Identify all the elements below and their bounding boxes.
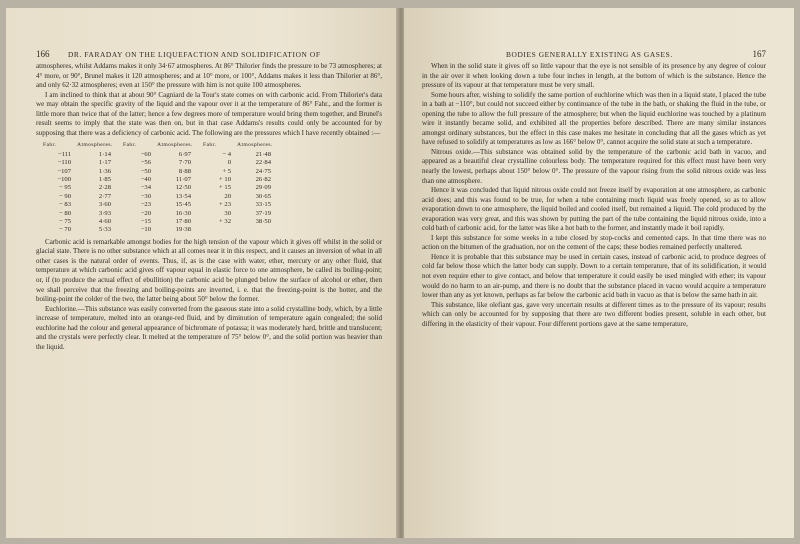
table-row xyxy=(40,184,280,192)
atmospheres-cell: 1·36 xyxy=(98,167,111,175)
temperature-cell: − 90 xyxy=(59,192,71,200)
atmospheres-cell: 17·80 xyxy=(175,218,191,226)
atmospheres-cell: 16·30 xyxy=(175,209,191,217)
right-page-number: 167 xyxy=(752,49,766,59)
table-row xyxy=(40,168,280,176)
atmospheres-cell: 3·60 xyxy=(98,201,111,209)
temperature-cell: −111 xyxy=(57,150,71,158)
temperature-cell: 30 xyxy=(224,209,231,217)
paragraph: I kept this substance for some weeks in a tube closed by stop-cocks and cemented caps. In that time there was no action on the bitumen of the graduation, nor on the cement of the caps; these bodies remained perfectly unaltered. xyxy=(422,233,766,252)
left-body-text xyxy=(36,62,382,352)
temperature-cell: −34 xyxy=(140,184,151,192)
table-header-row xyxy=(40,141,280,150)
temperature-cell: −60 xyxy=(140,150,151,158)
temperature-cell: −10 xyxy=(140,226,151,234)
table-header: Fahr. xyxy=(123,142,137,149)
atmospheres-cell: 24·75 xyxy=(255,167,271,175)
atmospheres-cell: 37·19 xyxy=(255,209,271,217)
atmospheres-cell: 38·50 xyxy=(255,218,271,226)
table-row xyxy=(40,176,280,184)
temperature-cell: + 5 xyxy=(222,167,231,175)
table-header: Fahr. xyxy=(43,142,57,149)
paragraph: When in the solid state it gives off so little vapour that the eye is not sensible of its presence by any degree of colour in the air over it when looking down a tube four inches in length, at the bottom of which is the substance. Hence the pressure of its vapour at that temperature must be very small. xyxy=(422,62,766,90)
atmospheres-cell: 6·97 xyxy=(178,150,191,158)
atmospheres-cell: 3·93 xyxy=(98,209,111,217)
atmospheres-cell: 12·50 xyxy=(175,184,191,192)
paragraph: Hence it was concluded that liquid nitrous oxide could not freeze itself by evaporation at one atmosphere, as carbonic acid does; and this was found to be true, for when a tube containing much liquid was freely opened, so as to allow evaporation down to one atmosphere, the liquid boiled and cooled itself, but remained a liquid. The cold produced by the evaporation was very great, and this was shown by putting the part of the tube containing the liquid nitrous oxide, into a cold bath of carbonic acid, for the latter was like a hot bath to the former, and instantly made it boil rapidly. xyxy=(422,186,766,233)
right-page xyxy=(404,8,794,538)
atmospheres-cell: 1·14 xyxy=(98,150,111,158)
atmospheres-cell: 11·07 xyxy=(175,176,191,183)
atmospheres-cell: 13·54 xyxy=(175,192,191,200)
temperature-cell xyxy=(200,226,234,234)
temperature-cell: − 80 xyxy=(59,209,71,217)
temperature-cell: −50 xyxy=(140,167,151,175)
atmospheres-cell: 2·28 xyxy=(98,184,111,192)
atmospheres-cell: 19·38 xyxy=(175,226,191,234)
paragraph: Carbonic acid is remarkable amongst bodies for the high tension of the vapour which it gives off whilst in the solid or glacial state. There is no other substance which at all comes near it in this respect, and it causes an inversion of what in all other cases is the natural order of events. Thus, if, as is the case with water, ether, mercury or any other fluid, that temperature at which carbonic acid gives off vapour equal in elastic force to one atmosphere, be called its boiling-point; or, if (to produce the actual effect of ebullition) the carbonic acid be plunged below the surface of alcohol or ether, then we shall perceive that the freezing and boiling-points are inverted, i. e. that the freezing-point is the hotter, and the boiling-point the colder of the two, the latter being about 50° below the former. xyxy=(36,237,382,304)
atmospheres-cell: 30·65 xyxy=(255,192,271,200)
temperature-cell: −30 xyxy=(140,192,151,200)
table-header: Atmospheres. xyxy=(77,142,113,149)
temperature-cell: − 70 xyxy=(59,226,71,234)
temperature-cell: 20 xyxy=(224,192,231,200)
table-header: Atmospheres. xyxy=(237,142,273,149)
left-page xyxy=(6,8,398,538)
atmospheres-cell: 21·48 xyxy=(255,150,271,158)
table-row xyxy=(40,210,280,218)
atmospheres-cell: 1·85 xyxy=(98,176,111,183)
temperature-cell: + 10 xyxy=(219,176,231,183)
atmospheres-cell: 4·60 xyxy=(98,218,111,226)
paragraph: atmospheres, whilst Addams makes it only 34·67 atmospheres. At 86° Thilorier finds the pressure to be 73 atmospheres; at 4° more, or 90°, Brunel makes it 120 atmospheres; and at 10° more, or 100°, Addams makes it less than Thilorier at 86°, and only 62·32 atmospheres; even at 150° the pressure with him is not quite 100 atmospheres. xyxy=(36,62,382,90)
table-row xyxy=(40,218,280,226)
pressure-table xyxy=(40,141,280,234)
table-body xyxy=(40,151,280,235)
atmospheres-cell: 5·33 xyxy=(98,226,111,234)
temperature-cell: −23 xyxy=(140,201,151,209)
paragraph: Nitrous oxide.—This substance was obtained solid by the temperature of the carbonic acid bath in vacuo, and appeared as a beautiful clear crystalline colourless body. The temperature required for this effect must have been very nearly the lowest, perhaps about 150° below 0°. The pressure of the vapour rising from the solid nitrous oxide was less than one atmosphere. xyxy=(422,147,766,185)
table-row xyxy=(40,193,280,201)
temperature-cell: −107 xyxy=(57,167,71,175)
paragraph: This substance, like olefiant gas, gave very uncertain results at different times as to the pressure of its vapour; results which can only be accounted for by supposing that there are two different bodies present, soluble in each other, but differing in the elasticity of their vapour. Four different portions gave at the same temperature, xyxy=(422,300,766,328)
right-body-text xyxy=(422,62,766,329)
left-page-number: 166 xyxy=(36,49,50,59)
temperature-cell: −100 xyxy=(57,176,71,183)
table-row xyxy=(40,151,280,159)
atmospheres-cell xyxy=(234,226,280,234)
temperature-cell: −15 xyxy=(140,218,151,226)
atmospheres-cell: 7·70 xyxy=(178,159,191,167)
table-header: Atmospheres. xyxy=(157,142,193,149)
temperature-cell: −56 xyxy=(140,159,151,167)
temperature-cell: −20 xyxy=(140,209,151,217)
paragraph: Euchlorine.—This substance was easily converted from the gaseous state into a solid crystalline body, which, by a little increase of temperature, melted into an orange-red fluid, and by diminution of temperature again congealed; the solid euchlorine had the colour and general appearance of bichromate of potassa; it was moderately hard, brittle and translucent; and the crystals were perfectly clear. It melted at the temperature of 75° below 0°, and the solid portion was heavier than the liquid. xyxy=(36,304,382,351)
left-running-title: DR. FARADAY ON THE LIQUEFACTION AND SOLIDIFICATION OF xyxy=(68,50,321,59)
temperature-cell: + 32 xyxy=(219,218,231,226)
temperature-cell: + 15 xyxy=(219,184,231,192)
temperature-cell: −110 xyxy=(57,159,71,167)
atmospheres-cell: 29·09 xyxy=(255,184,271,192)
atmospheres-cell: 15·45 xyxy=(175,201,191,209)
paragraph: Some hours after, wishing to solidify the same portion of euchlorine which was then in a liquid state, I placed the tube in a bath at −110°, but could not succeed either by continuance of the tube in the bath, or shaking the fluid in the tube, or opening the tube to allow the full pressure of the atmosphere; but when the liquid euchlorine was touched by a platinum wire it instantly became solid, and exhibited all the properties before described. There are many similar instances amongst ordinary substances, but the effect in this case makes me hesitate in concluding that all the gases which as yet have refused to solidify at temperatures as low as 166° below 0°, cannot acquire the solid state at such a temperature. xyxy=(422,90,766,147)
temperature-cell: + 23 xyxy=(219,201,231,209)
table-row xyxy=(40,159,280,167)
paragraph: Hence it is probable that this substance may be used in certain cases, instead of carbonic acid, to produce degrees of cold far below those which the latter body can supply. Down to a certain temperature, that of its solidification, it would not even require ether to give contact, and below that temperature it could easily be used mingled with ether; its vapour would do no harm to an air-pump, and there is no doubt that the substance placed in vacuo would acquire a temperature lower than any as yet known, perhaps as far below the carbonic acid bath in vacuo as that is below the same bath in air. xyxy=(422,252,766,300)
atmospheres-cell: 1·17 xyxy=(98,159,111,167)
table-row xyxy=(40,226,280,234)
paragraph: I am inclined to think that at about 90° Cagniard de la Tour's state comes on with carbonic acid. From Thilorier's data we may obtain the specific gravity of the liquid and the vapour over it at the temperature of 86° Fahr., and the former is little more than twice that of the latter; hence a few degrees more of temperature would bring them together, and Brunel's result seems to imply that the state was then on, but in that case Addams's results could only be accounted for by supposing that there was a deficiency of carbonic acid. The following are the pressures which I have recently obtained :— xyxy=(36,90,382,137)
atmospheres-cell: 8·88 xyxy=(178,167,191,175)
atmospheres-cell: 33·15 xyxy=(255,201,271,209)
temperature-cell: − 4 xyxy=(222,150,231,158)
table-row xyxy=(40,201,280,209)
temperature-cell: − 75 xyxy=(59,218,71,226)
atmospheres-cell: 2·77 xyxy=(98,192,111,200)
temperature-cell: − 83 xyxy=(59,201,71,209)
temperature-cell: 0 xyxy=(227,159,231,167)
temperature-cell: −40 xyxy=(140,176,151,183)
right-running-title: BODIES GENERALLY EXISTING AS GASES. xyxy=(506,50,673,59)
atmospheres-cell: 26·82 xyxy=(255,176,271,183)
temperature-cell: − 95 xyxy=(59,184,71,192)
atmospheres-cell: 22·84 xyxy=(255,159,271,167)
table-header: Fahr. xyxy=(203,142,217,149)
